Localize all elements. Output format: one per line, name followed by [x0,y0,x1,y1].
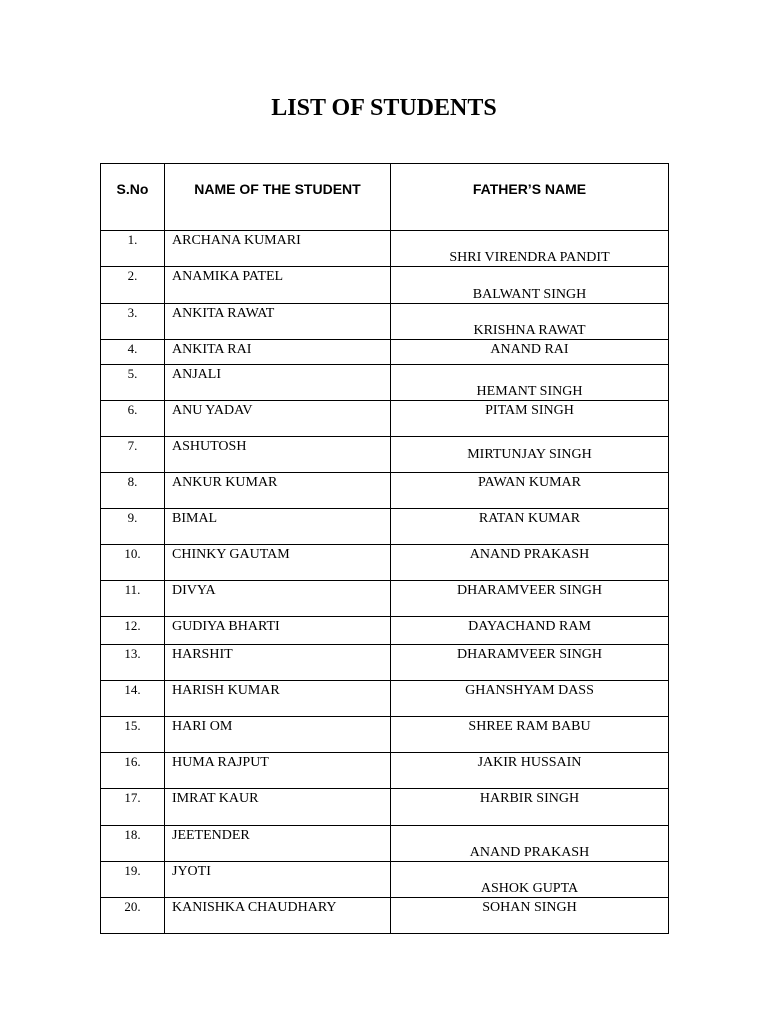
header-sno: S.No [101,164,165,231]
row-sno: 1. [101,231,165,267]
row-father-name: BALWANT SINGH [391,267,669,304]
row-student-name: HUMA RAJPUT [165,753,391,789]
row-sno: 6. [101,401,165,437]
row-father-name: ANAND PRAKASH [391,545,669,581]
table-row [101,789,669,826]
row-student-name: ANAMIKA PATEL [165,267,391,304]
table-row [101,437,669,473]
row-student-name: ANJALI [165,365,391,401]
row-father-name: DHARAMVEER SINGH [391,645,669,681]
row-sno: 19. [101,862,165,898]
row-student-name: KANISHKA CHAUDHARY [165,898,391,934]
table-header-row [101,164,669,231]
table-row [101,681,669,717]
row-student-name: ARCHANA KUMARI [165,231,391,267]
row-father-name: GHANSHYAM DASS [391,681,669,717]
row-father-name: ANAND RAI [391,340,669,365]
row-sno: 10. [101,545,165,581]
row-student-name: ANKUR KUMAR [165,473,391,509]
row-father-name: RATAN KUMAR [391,509,669,545]
row-student-name: CHINKY GAUTAM [165,545,391,581]
row-student-name: JYOTI [165,862,391,898]
row-sno: 3. [101,304,165,340]
row-student-name: HARSHIT [165,645,391,681]
row-sno: 5. [101,365,165,401]
row-father-name: ANAND PRAKASH [391,826,669,862]
table-row [101,645,669,681]
table-row [101,231,669,267]
row-father-name: DAYACHAND RAM [391,617,669,645]
row-father-name: PAWAN KUMAR [391,473,669,509]
row-student-name: DIVYA [165,581,391,617]
table-row [101,267,669,304]
table-row [101,473,669,509]
table-row [101,304,669,340]
row-student-name: ANKITA RAWAT [165,304,391,340]
row-student-name: IMRAT KAUR [165,789,391,826]
table-row [101,753,669,789]
row-student-name: ANKITA RAI [165,340,391,365]
table-row [101,617,669,645]
header-father-name: FATHER’S NAME [391,164,669,231]
row-sno: 7. [101,437,165,473]
row-student-name: ASHUTOSH [165,437,391,473]
row-sno: 13. [101,645,165,681]
row-sno: 11. [101,581,165,617]
row-sno: 9. [101,509,165,545]
row-father-name: SHREE RAM BABU [391,717,669,753]
row-father-name: PITAM SINGH [391,401,669,437]
row-sno: 4. [101,340,165,365]
row-sno: 18. [101,826,165,862]
row-sno: 16. [101,753,165,789]
table-body [101,231,669,934]
row-father-name: SHRI VIRENDRA PANDIT [391,231,669,267]
table-row [101,581,669,617]
row-sno: 15. [101,717,165,753]
row-student-name: ANU YADAV [165,401,391,437]
row-student-name: HARISH KUMAR [165,681,391,717]
row-student-name: HARI OM [165,717,391,753]
row-sno: 12. [101,617,165,645]
row-father-name: HEMANT SINGH [391,365,669,401]
row-father-name: JAKIR HUSSAIN [391,753,669,789]
table-row [101,365,669,401]
table-row [101,862,669,898]
table-row [101,401,669,437]
table-row [101,717,669,753]
row-sno: 8. [101,473,165,509]
table-row [101,826,669,862]
row-father-name: DHARAMVEER SINGH [391,581,669,617]
row-father-name: KRISHNA RAWAT [391,304,669,340]
row-sno: 17. [101,789,165,826]
row-father-name: ASHOK GUPTA [391,862,669,898]
table-row [101,509,669,545]
row-father-name: SOHAN SINGH [391,898,669,934]
row-sno: 14. [101,681,165,717]
row-student-name: JEETENDER [165,826,391,862]
table-row [101,340,669,365]
page-title: LIST OF STUDENTS [271,95,497,121]
row-sno: 2. [101,267,165,304]
row-student-name: BIMAL [165,509,391,545]
students-table [100,163,669,934]
row-father-name: MIRTUNJAY SINGH [391,437,669,473]
row-student-name: GUDIYA BHARTI [165,617,391,645]
header-student-name: NAME OF THE STUDENT [165,164,391,231]
table-row [101,545,669,581]
table-row [101,898,669,934]
row-sno: 20. [101,898,165,934]
row-father-name: HARBIR SINGH [391,789,669,826]
